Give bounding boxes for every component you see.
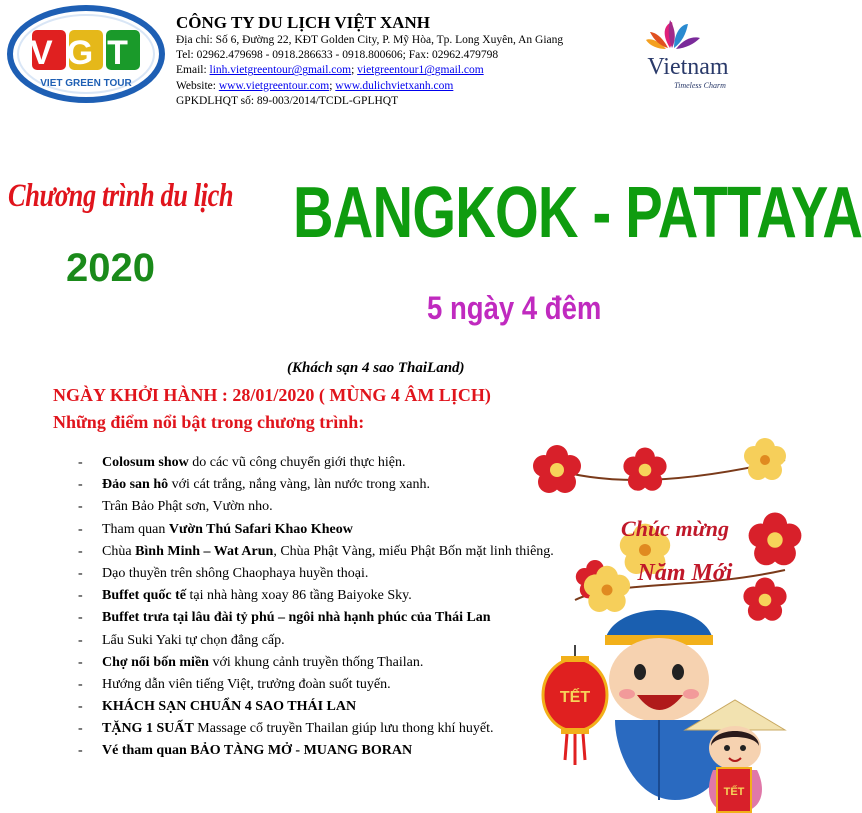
company-name: CÔNG TY DU LỊCH VIỆT XANH <box>176 13 430 32</box>
bullet-dash: - <box>78 699 83 715</box>
company-info <box>176 13 636 109</box>
email-link-2[interactable]: vietgreentour1@gmail.com <box>357 64 484 77</box>
program-year: 2020 <box>66 246 155 290</box>
duration-title: 5 ngày 4 đêm <box>427 290 602 326</box>
bullet-dash: - <box>78 543 83 559</box>
company-website-line <box>176 79 636 94</box>
highlight-text: Trân Bảo Phật sơn, Vườn nho. <box>102 499 273 515</box>
highlight-bold: TẶNG 1 SUẤT <box>102 721 194 737</box>
website-link-1[interactable]: www.vietgreentour.com <box>218 79 330 92</box>
red-envelope-icon <box>717 768 751 812</box>
highlight-bold: Chợ nổi bốn miền <box>102 654 209 670</box>
highlight-bold: Vé tham quan BẢO TÀNG MỞ - MUANG BORAN <box>102 743 413 759</box>
email-link-1[interactable]: linh.vietgreentour@gmail.com <box>209 64 352 77</box>
bullet-dash: - <box>78 676 83 692</box>
lotus-icon <box>646 20 700 49</box>
bullet-dash: - <box>78 499 83 515</box>
highlights-heading: Những điểm nổi bật trong chương trình: <box>53 412 365 432</box>
red-blossom-icon <box>533 445 581 493</box>
yellow-blossom-icon <box>744 438 786 480</box>
highlight-bold: Buffet trưa tại lâu đài tỷ phú – ngôi nhà hạnh phúc của Thái Lan <box>102 610 491 626</box>
highlight-prefix: Chùa <box>102 543 136 559</box>
highlight-bold: Buffet quốc tế <box>102 588 186 604</box>
company-email-line <box>176 63 636 78</box>
highlight-text: Hướng dẫn viên tiếng Việt, trưởng đoàn suốt tuyến. <box>102 676 391 692</box>
highlight-bold: KHÁCH SẠN CHUẨN 4 SAO THÁI LAN <box>102 699 357 715</box>
vietnam-brand-name: Vietnam <box>647 54 729 80</box>
website-link-2[interactable]: www.dulichvietxanh.com <box>335 79 454 92</box>
highlight-prefix: Tham quan <box>102 521 169 537</box>
highlight-bold: Colosum show <box>102 455 189 470</box>
highlight-bold: Bình Minh – Wat Arun <box>135 543 274 559</box>
bullet-dash: - <box>78 654 83 670</box>
greeting-line-1: Chúc mừng <box>621 516 729 541</box>
highlight-text: , Chùa Phật Vàng, miếu Phật Bốn mặt linh thiêng. <box>273 543 554 559</box>
bullet-dash: - <box>78 610 83 626</box>
greeting-line-2: Năm Mới <box>637 560 733 586</box>
bullet-dash: - <box>78 721 83 737</box>
destination-title: BANGKOK - PATTAYA <box>293 173 862 253</box>
boy-character <box>605 610 728 800</box>
highlight-text: Lẩu Suki Yaki tự chọn đẳng cấp. <box>102 632 285 648</box>
email-label: Email: <box>176 64 210 77</box>
bullet-dash: - <box>78 477 83 493</box>
website-label: Website: <box>176 79 219 92</box>
highlight-bold: Vườn Thú Safari Khao Kheow <box>168 521 353 537</box>
vgt-logo <box>6 4 166 104</box>
company-phone: Tel: 02962.479698 - 0918.286633 - 0918.800606; Fax: 02962.479798 <box>176 49 499 62</box>
bullet-dash: - <box>78 565 83 581</box>
program-title: Chương trình du lịch <box>8 178 234 214</box>
bullet-dash: - <box>78 632 83 648</box>
bullet-dash: - <box>78 521 83 537</box>
hotel-note: (Khách sạn 4 sao ThaiLand) <box>287 360 465 376</box>
highlight-text: với cát trắng, nắng vàng, làn nước trong xanh. <box>168 477 431 493</box>
company-license: GPKDLHQT số: 89-003/2014/TCDL-GPLHQT <box>176 94 399 107</box>
company-address: Địa chỉ: Số 6, Đường 22, KĐT Golden City, P. Mỹ Hòa, Tp. Long Xuyên, An Giang <box>176 34 564 46</box>
departure-date: NGÀY KHỞI HÀNH : 28/01/2020 ( MÙNG 4 ÂM LỊCH) <box>53 385 491 405</box>
tet-greeting-illustration <box>535 430 797 813</box>
highlight-text: Dạo thuyền trên shông Chaophaya huyền thoại. <box>102 565 369 581</box>
logo-letters: VGT <box>30 34 142 72</box>
highlight-bold: Đảo san hô <box>102 477 169 493</box>
highlight-text: tại nhà hàng xoay 86 tầng Baiyoke Sky. <box>186 588 412 604</box>
bullet-dash: - <box>78 455 83 470</box>
red-blossom-icon <box>623 448 666 491</box>
email-separator: ; <box>351 64 358 77</box>
highlight-text: với khung cảnh truyền thống Thailan. <box>208 654 424 670</box>
vietnam-brand-tagline: Timeless Charm <box>674 81 726 90</box>
lantern-icon <box>543 645 607 765</box>
bullet-dash: - <box>78 588 83 604</box>
website-separator: ; <box>329 79 336 92</box>
bullet-dash: - <box>78 743 83 759</box>
logo-caption: VIET GREEN TOUR <box>40 78 132 89</box>
vietnam-brand-logo <box>630 18 750 96</box>
red-blossom-icon <box>743 578 786 621</box>
highlight-text: do các vũ công chuyển giới thực hiện. <box>188 455 406 470</box>
red-blossom-icon <box>749 513 802 566</box>
highlight-text: Massage cổ truyền Thailan giúp lưu thong khí huyết. <box>193 721 494 737</box>
lantern-text: TẾT <box>559 689 591 706</box>
envelope-text: TẾT <box>723 786 745 798</box>
